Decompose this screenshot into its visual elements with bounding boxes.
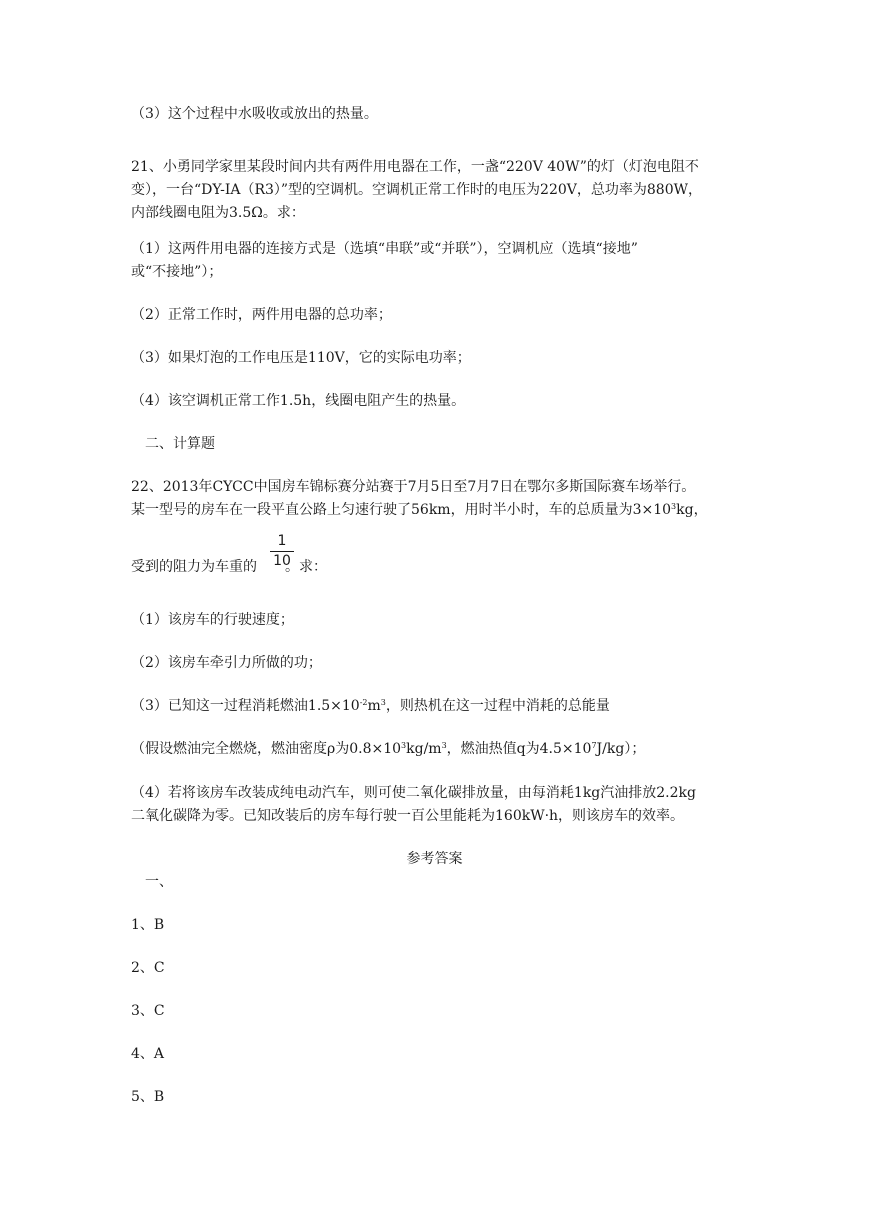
fraction-numerator: 1 [277,533,287,549]
assumption-text-a: （假设燃油完全燃烧，燃油密度ρ为0.8×10 [131,741,402,757]
q20-part3: （3）这个过程中水吸收或放出的热量。 [131,106,378,122]
q22-line1: 22、2013年CYCC中国房车锦标赛分站赛于7月5日至7月7日在鄂尔多斯国际赛车场举行。 [131,479,696,495]
q21-part1-line2: 或“不接地”）； [131,264,223,280]
assumption-text-d: J/kg）； [596,741,646,757]
answers-title: 参考答案 [406,851,463,867]
q22-part3-exp2: 3 [380,698,386,707]
assumption-exp3: 7 [591,741,597,750]
fraction-one-tenth [270,533,294,570]
q21-line2: 变），一台“DY-IA（R3）”型的空调机。空调机正常工作时的电压为220V，总功率为880W， [131,182,703,198]
q22-part1: （1）该房车的行驶速度； [131,612,294,628]
assumption-exp1: 3 [401,741,407,750]
assumption-text-b: kg/m [406,741,442,757]
q21-line1: 21、小勇同学家里某段时间内共有两件用电器在工作，一盏“220V 40W”的灯（灯泡电阻不 [131,159,699,175]
q21-part2: （2）正常工作时，两件用电器的总功率； [131,307,392,323]
q22-part3 [131,696,610,716]
q21-part1-line1: （1）这两件用电器的连接方式是（选填“串联”或“并联”），空调机应（选填“接地” [131,241,638,257]
q22-part3-assumption [131,739,645,759]
q22-part3-text: （3）已知这一过程消耗燃油1.5×10 [131,698,360,714]
q22-line2-unit: kg， [676,502,708,518]
answer-item: 4、A [131,1046,165,1062]
q22-line3 [131,557,327,577]
fraction-bar [270,551,294,552]
q22-part2: （2）该房车牵引力所做的功； [131,655,322,671]
q22-line2 [131,500,708,520]
assumption-exp2: 3 [441,741,447,750]
answers-section: 一、 [145,874,173,890]
assumption-text-c: ，燃油热值q为4.5×10 [446,741,592,757]
q22-part3-unit: m [367,698,381,714]
q22-part3-rest: ，则热机在这一过程中消耗的总能量 [385,698,610,714]
fraction-denominator: 10 [273,553,291,569]
q22-part3-exp1: -2 [359,698,368,707]
q22-line3-text: 受到的阻力为车重的 [131,559,257,575]
answer-item: 3、C [131,1003,165,1019]
q22-line3-end: 。求： [285,559,327,575]
q21-part4: （4）该空调机正常工作1.5h，线圈电阻产生的热量。 [131,393,466,409]
section-heading-calculation: 二、计算题 [145,436,215,452]
answer-item: 1、B [131,917,165,933]
q22-line2-exponent: 3 [671,502,677,511]
q21-part3: （3）如果灯泡的工作电压是110V，它的实际电功率； [131,350,471,366]
answer-item: 2、C [131,960,165,976]
q22-part4-line1: （4）若将该房车改装成纯电动汽车，则可使二氧化碳排放量，由每消耗1kg汽油排放2.2kg [131,785,696,801]
q22-part4-line2: 二氧化碳降为零。已知改装后的房车每行驶一百公里能耗为160kW·h，则该房车的效率。 [131,808,685,824]
q21-line3: 内部线圈电阻为3.5Ω。求： [131,205,305,221]
answer-item: 5、B [131,1089,165,1105]
q22-line2-text: 某一型号的房车在一段平直公路上匀速行驶了56km，用时半小时，车的总质量为3×10 [131,502,672,518]
